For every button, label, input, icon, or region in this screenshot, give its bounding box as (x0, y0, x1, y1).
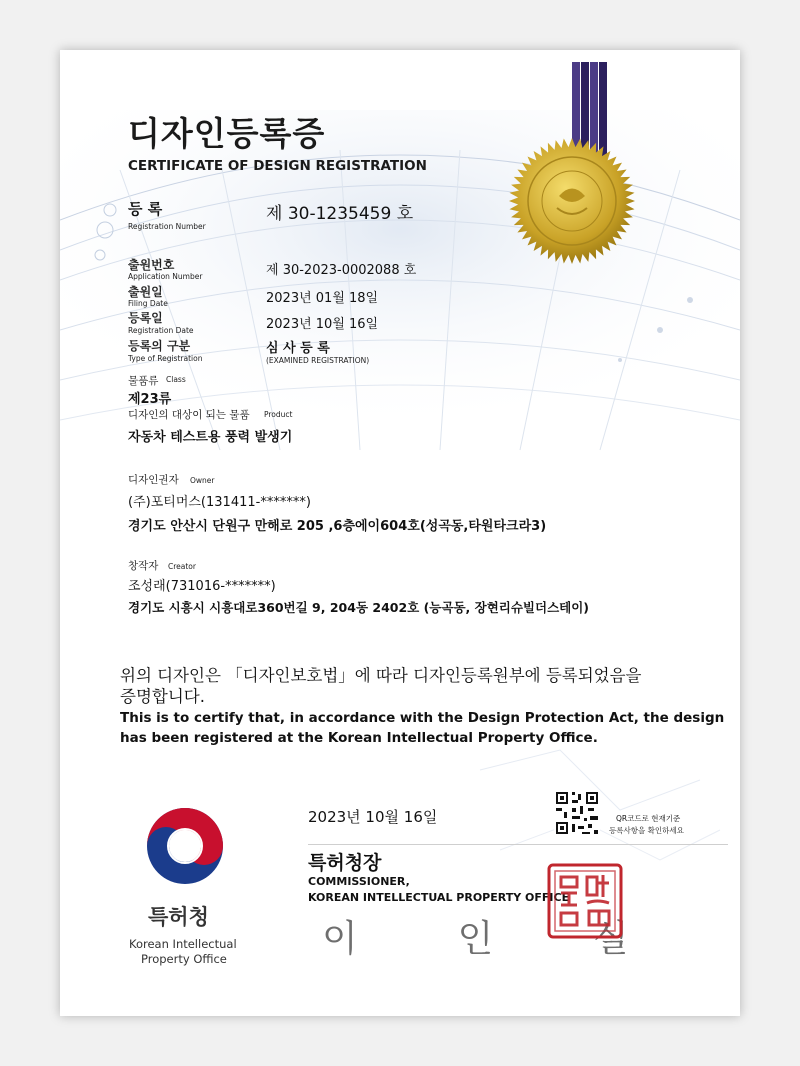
registration-type: 심 사 등 록 (266, 341, 330, 356)
reg-type-label-en: Type of Registration (128, 354, 203, 363)
registration-label: 등 록 (128, 200, 163, 218)
application-label-en: Application Number (128, 272, 203, 281)
application-number: 제 30-2023-0002088 호 (266, 263, 417, 278)
product-label: 디자인의 대상이 되는 물품 (128, 409, 250, 421)
creator-label-en: Creator (168, 562, 196, 571)
product-label-en: Product (264, 410, 293, 419)
registration-number: 제 30-1235459 호 (266, 204, 414, 224)
creator-address: 경기도 시흥시 시흥대로360번길 9, 204동 2402호 (능곡동, 장현리슈빌더스테이) (128, 600, 590, 615)
signature-divider (308, 844, 728, 845)
product-value: 자동차 테스트용 풍력 발생기 (128, 430, 293, 445)
statement-korean-line2: 증명합니다. (120, 687, 205, 706)
issue-date: 2023년 10월 16일 (308, 808, 438, 826)
creator-label: 창작자 (128, 560, 159, 572)
qr-caption-line1: QR코드로 현재기준 (616, 814, 681, 823)
creator-name: 조성래(731016-*******) (128, 579, 276, 594)
commissioner-korean: 특허청장 (308, 852, 382, 874)
commissioner-english-line2: KOREAN INTELLECTUAL PROPERTY OFFICE (308, 891, 570, 904)
kipo-taegeuk-logo (142, 803, 228, 889)
reg-date-label: 등록일 (128, 311, 163, 325)
class-label: 물품류 (128, 375, 159, 387)
registration-date: 2023년 10월 16일 (266, 317, 379, 332)
title-english: CERTIFICATE OF DESIGN REGISTRATION (128, 158, 427, 174)
reg-type-label: 등록의 구분 (128, 339, 191, 353)
qr-code[interactable] (554, 790, 600, 836)
gold-seal (507, 136, 637, 266)
reg-date-label-en: Registration Date (128, 326, 194, 335)
certificate-paper (60, 50, 740, 1016)
filing-date: 2023년 01월 18일 (266, 291, 379, 306)
office-logo-english-line1: Korean Intellectual (129, 937, 237, 951)
registration-label-en: Registration Number (128, 222, 206, 231)
qr-caption-line2: 등록사항을 확인하세요 (609, 826, 684, 835)
class-label-en: Class (166, 375, 186, 384)
commissioner-english-line1: COMMISSIONER, (308, 875, 410, 888)
statement-english-line2: has been registered at the Korean Intellectual Property Office. (120, 730, 598, 746)
owner-address: 경기도 안산시 단원구 만해로 205 ,6층에이604호(성곡동,타원타크라3) (128, 519, 547, 534)
owner-label-en: Owner (190, 476, 215, 485)
owner-label: 디자인권자 (128, 474, 179, 486)
filing-label: 출원일 (128, 285, 163, 299)
class-value: 제23류 (128, 392, 172, 407)
official-stamp (547, 863, 623, 939)
application-label: 출원번호 (128, 258, 175, 272)
owner-name: (주)포티머스(131411-*******) (128, 495, 311, 510)
filing-label-en: Filing Date (128, 299, 168, 308)
commissioner-signature: 이 인 실 (322, 917, 673, 960)
office-logo-korean: 특허청 (148, 905, 209, 929)
office-logo-english-line2: Property Office (141, 952, 227, 966)
statement-korean-line1: 위의 디자인은 「디자인보호법」에 따라 디자인등록원부에 등록되었음을 (120, 666, 642, 685)
statement-english-line1: This is to certify that, in accordance with the Design Protection Act, the design (120, 710, 725, 726)
registration-type-en: (EXAMINED REGISTRATION) (266, 356, 370, 365)
title-korean: 디자인등록증 (128, 114, 326, 153)
